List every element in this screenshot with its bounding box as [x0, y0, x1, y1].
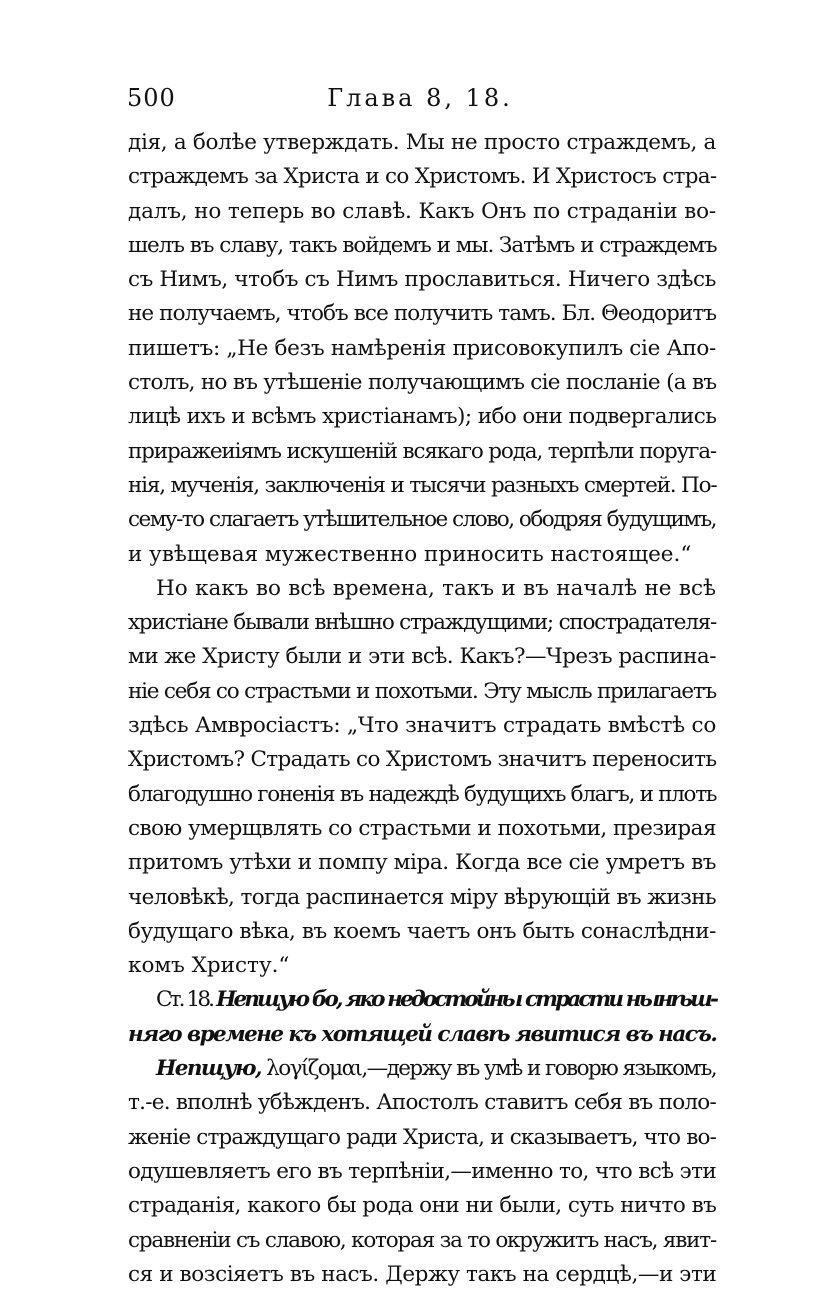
- text-line: съ Нимъ, чтобъ съ Нимъ прославиться. Ничего здѣсь: [128, 267, 716, 293]
- body-text: [128, 126, 716, 1292]
- text-line: далъ, но теперь во славѣ. Какъ Онъ по страданіи во-: [128, 198, 716, 224]
- text-line: и увѣщевая мужественно приносить настоящее.“: [128, 541, 692, 567]
- paragraph-1: [128, 126, 716, 572]
- text-line: одушевляетъ его въ терпѣніи,—именно то, что всѣ эти: [128, 1158, 716, 1184]
- text-line: лицѣ ихъ и всѣмъ христіанамъ); ибо они подвергались: [128, 404, 717, 430]
- page-number: 500: [127, 84, 176, 112]
- commentary-text: λογίζομαι,—держу въ умѣ и говорю языкомъ,: [260, 1056, 716, 1082]
- text-line: [128, 983, 716, 1017]
- text-line: приражеиіямъ искушеній всякаго рода, терпѣли поруга-: [128, 438, 717, 464]
- paragraph-4: [128, 1052, 716, 1292]
- text-line: человѣкѣ, тогда распинается міру вѣрующій въ жизнь: [128, 884, 716, 910]
- text-line: т.-е. вполнѣ убѣжденъ. Апостолъ ставитъ себя въ поло-: [128, 1090, 716, 1116]
- text-line: дія, а болѣе утверждать. Мы не просто страждемъ, а: [128, 130, 717, 155]
- text-line: ніе себя со страстьми и похотьми. Эту мысль прилагаетъ: [128, 678, 716, 704]
- text-line: здѣсь Амвросіастъ: „Что значитъ страдать вмѣстѣ со: [128, 713, 716, 739]
- text-line: страждемъ за Христа и со Христомъ. И Христосъ стра-: [128, 164, 717, 190]
- text-line: сравненіи съ славою, которая за то окружитъ насъ, явит-: [128, 1227, 716, 1253]
- paragraph-2: [128, 572, 716, 984]
- text-line: столъ, но въ утѣшеніе получающимъ сіе посланіе (а въ: [128, 370, 717, 396]
- text-line: [128, 1052, 716, 1086]
- text-line: будущаго вѣка, въ коемъ чаетъ онъ быть сонаслѣдни-: [128, 918, 716, 944]
- verse-text: няго времене къ хотящей славѣ явитися въ насъ.: [128, 1021, 717, 1047]
- text-line: женіе страждущаго ради Христа, и сказываетъ, что во-: [128, 1124, 716, 1150]
- text-line: благодушно гоненія въ надеждѣ будущихъ благъ, и плоть: [128, 781, 717, 807]
- text-line: свою умерщвлять со страстьми и похотьми, презирая: [128, 815, 716, 841]
- text-line: ми же Христу были и эти всѣ. Какъ?—Чрезъ распина-: [128, 644, 716, 670]
- page-header: [125, 84, 715, 114]
- lemma-word: Непщую,: [156, 1056, 261, 1082]
- verse-text: Непщую бо, яко недостойны страсти нынѣш-: [216, 987, 716, 1013]
- text-line: нія, мученія, заключенія и тысячи разныхъ смертей. По-: [128, 472, 717, 498]
- text-line: ся и возсіяетъ въ насъ. Держу такъ на сердцѣ,—и эти: [128, 1261, 717, 1287]
- text-line: страданія, какого бы рода они ни были, суть ничто въ: [128, 1193, 717, 1219]
- running-title: Глава 8, 18.: [327, 84, 513, 112]
- text-line: Христомъ? Страдать со Христомъ значитъ переносить: [128, 747, 717, 773]
- text-line: Но какъ во всѣ времена, такъ и въ началѣ не всѣ: [156, 575, 716, 601]
- text-line: христіане бывали внѣшно страждущими; спострадателя-: [128, 610, 716, 636]
- text-line: притомъ утѣхи и помпу міра. Когда все сіе умретъ въ: [128, 850, 717, 876]
- text-line: не получаемъ, чтобъ все получить тамъ. Бл. Θеодоритъ: [128, 301, 717, 327]
- text-line: комъ Христу.“: [128, 953, 290, 979]
- verse-label: Ст. 18.: [156, 987, 213, 1013]
- text-line: пишетъ: „Не безъ намѣренія присовокупилъ сіе Апо-: [128, 335, 716, 361]
- text-line: сему-то слагаетъ утѣшительное слово, ободряя будущимъ,: [128, 507, 716, 533]
- text-line: шелъ въ славу, такъ войдемъ и мы. Затѣмъ и страждемъ: [128, 232, 717, 258]
- paragraph-3-verse: [128, 983, 716, 1052]
